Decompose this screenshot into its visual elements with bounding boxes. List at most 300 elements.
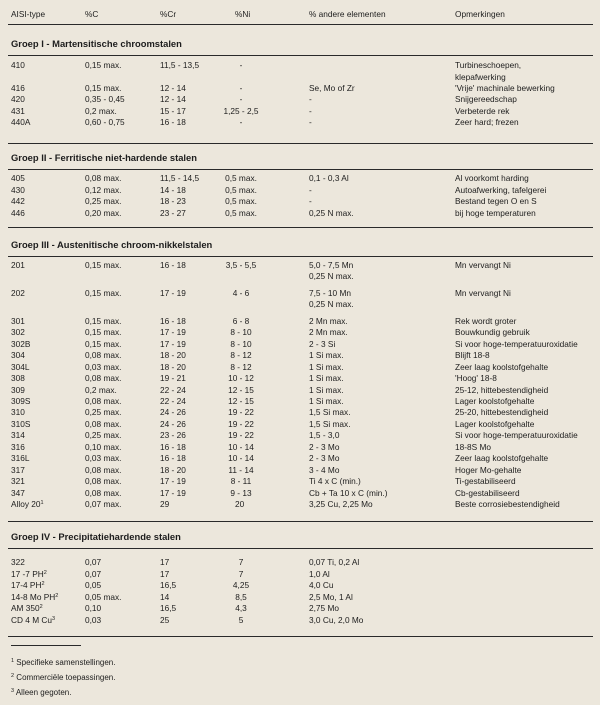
cell-remarks: Ti-gestabiliseerd bbox=[455, 476, 516, 487]
footnote-text: Specifieke samenstellingen. bbox=[16, 658, 116, 667]
cell-nickel: 8 - 12 bbox=[230, 361, 252, 372]
footnote-mark: 2 bbox=[11, 673, 15, 679]
cell-chromium: 25 bbox=[160, 615, 170, 625]
cell-chromium: 24 - 26 bbox=[160, 407, 186, 418]
header-other-elements: % andere elementen bbox=[309, 9, 386, 19]
cell-nickel: - bbox=[239, 117, 243, 128]
table-row bbox=[0, 430, 600, 441]
cell-remarks: Rek wordt groter bbox=[455, 315, 517, 326]
cell-other-elements: 2,75 Mo bbox=[309, 603, 339, 614]
cell-nickel: 19 - 22 bbox=[228, 430, 254, 441]
cell-aisi-type bbox=[11, 385, 25, 396]
cell-carbon: 0,25 max. bbox=[85, 430, 122, 441]
cell-nickel: 12 - 15 bbox=[228, 395, 254, 406]
cell-nickel: 0,5 max. bbox=[225, 173, 257, 183]
table-row bbox=[0, 580, 600, 591]
table-row bbox=[0, 592, 600, 603]
cell-carbon: 0,15 max. bbox=[85, 327, 122, 338]
cell-other-elements: - bbox=[309, 105, 312, 116]
cell-carbon: 0,08 max. bbox=[85, 464, 122, 475]
table-row bbox=[0, 476, 600, 487]
aisi-type-text: 347 bbox=[11, 487, 25, 498]
footnote-rule bbox=[11, 645, 81, 646]
header-aisi-type: AISI-type bbox=[11, 9, 46, 19]
cell-chromium: 17 - 19 bbox=[160, 287, 186, 298]
cell-chromium: 16 - 18 bbox=[160, 260, 186, 270]
table-row bbox=[0, 442, 600, 453]
cell-carbon: 0,08 max. bbox=[85, 173, 122, 183]
table-row bbox=[0, 185, 600, 196]
cell-aisi-type bbox=[11, 117, 30, 128]
cell-other-elements: 1 Si max. bbox=[309, 373, 344, 383]
table-row bbox=[0, 60, 600, 71]
cell-nickel: 10 - 14 bbox=[228, 453, 254, 464]
table-row bbox=[0, 299, 600, 310]
cell-carbon: 0,05 max. bbox=[85, 591, 122, 602]
cell-aisi-type bbox=[11, 442, 25, 453]
footnote bbox=[11, 657, 115, 668]
cell-chromium: 18 - 20 bbox=[160, 464, 186, 475]
cell-chromium: 16 - 18 bbox=[160, 441, 186, 452]
cell-nickel: 4,3 bbox=[235, 603, 247, 614]
aisi-type-text: 316 bbox=[11, 441, 25, 452]
aisi-type-text: 314 bbox=[11, 430, 25, 441]
cell-chromium: 18 - 20 bbox=[160, 361, 186, 372]
cell-aisi-type bbox=[11, 499, 44, 510]
aisi-type-text: 405 bbox=[11, 173, 25, 183]
cell-other-elements: - bbox=[309, 196, 312, 206]
cell-nickel: 7 bbox=[238, 568, 244, 579]
cell-other-elements: - bbox=[309, 117, 312, 128]
table-row bbox=[0, 465, 600, 476]
cell-nickel: 4 - 6 bbox=[232, 287, 250, 298]
cell-carbon: 0,35 - 0,45 bbox=[85, 94, 125, 105]
aisi-type-text: 202 bbox=[11, 287, 25, 298]
cell-remarks: 25-20, hittebestendigheid bbox=[455, 407, 549, 418]
aisi-type-text: 17 -7 PH bbox=[11, 568, 44, 579]
cell-chromium: 12 - 14 bbox=[160, 94, 186, 105]
cell-chromium: 29 bbox=[160, 499, 170, 509]
cell-chromium: 23 - 26 bbox=[160, 430, 186, 441]
table-row bbox=[0, 557, 600, 568]
cell-other-elements: 0,25 N max. bbox=[309, 299, 354, 310]
header-rule bbox=[8, 24, 593, 25]
cell-carbon: 0,15 max. bbox=[85, 60, 122, 70]
cell-aisi-type bbox=[11, 373, 25, 384]
aisi-type-text: 304 bbox=[11, 350, 25, 361]
cell-nickel: 19 - 22 bbox=[228, 407, 254, 418]
group-title: Groep III - Austenitische chroom-nikkelstalen bbox=[11, 239, 213, 250]
cell-remarks: Blijft 18-8 bbox=[455, 350, 490, 361]
cell-aisi-type bbox=[11, 476, 25, 487]
cell-carbon: 0,08 max. bbox=[85, 395, 122, 406]
cell-aisi-type bbox=[11, 603, 43, 614]
cell-other-elements: Ti 4 x C (min.) bbox=[309, 476, 361, 487]
cell-aisi-type bbox=[11, 592, 58, 603]
aisi-type-text: 201 bbox=[11, 260, 25, 270]
cell-other-elements: 0,07 Ti, 0,2 Al bbox=[309, 557, 360, 567]
table-row bbox=[0, 453, 600, 464]
cell-remarks: Zeer hard; frezen bbox=[455, 117, 519, 128]
cell-other-elements: 2 - 3 Mo bbox=[309, 453, 340, 464]
cell-other-elements: 0,25 N max. bbox=[309, 207, 354, 218]
cell-nickel: 0,5 max. bbox=[225, 196, 257, 206]
aisi-type-text: 302B bbox=[11, 338, 31, 349]
cell-carbon: 0,25 max. bbox=[85, 407, 122, 418]
cell-other-elements: 3 - 4 Mo bbox=[309, 464, 340, 475]
table-row bbox=[0, 72, 600, 83]
cell-remarks: bij hoge temperaturen bbox=[455, 207, 536, 218]
cell-nickel: 3,5 - 5,5 bbox=[225, 260, 257, 270]
cell-other-elements: 7,5 - 10 Mn bbox=[309, 287, 351, 298]
group-rule bbox=[8, 548, 593, 549]
cell-aisi-type bbox=[11, 465, 25, 476]
cell-nickel: 10 - 12 bbox=[228, 373, 254, 383]
aisi-type-text: 442 bbox=[11, 196, 25, 206]
cell-chromium: 16 - 18 bbox=[160, 453, 186, 464]
cell-nickel: 5 bbox=[238, 615, 244, 625]
header-remarks: Opmerkingen bbox=[455, 9, 505, 19]
cell-aisi-type bbox=[11, 580, 45, 591]
cell-chromium: 17 - 19 bbox=[160, 487, 186, 498]
cell-carbon: 0,03 bbox=[85, 615, 102, 625]
cell-remarks: 18-8S Mo bbox=[455, 441, 491, 452]
footnote-mark: 3 bbox=[11, 688, 15, 694]
cell-chromium: 15 - 17 bbox=[160, 105, 186, 116]
cell-aisi-type bbox=[11, 94, 25, 105]
table-row bbox=[0, 260, 600, 271]
cell-aisi-type bbox=[11, 208, 25, 219]
cell-chromium: 16 - 18 bbox=[160, 117, 186, 128]
cell-aisi-type bbox=[11, 350, 25, 361]
table-row bbox=[0, 83, 600, 94]
group-end-rule bbox=[8, 143, 593, 144]
footnote-mark: 2 bbox=[55, 592, 59, 599]
aisi-type-text: 420 bbox=[11, 94, 25, 105]
cell-carbon: 0,07 max. bbox=[85, 499, 122, 509]
table-row bbox=[0, 499, 600, 510]
cell-aisi-type bbox=[11, 615, 55, 626]
cell-carbon: 0,08 max. bbox=[85, 476, 122, 487]
cell-carbon: 0,25 max. bbox=[85, 196, 122, 206]
cell-carbon: 0,15 max. bbox=[85, 338, 122, 349]
cell-other-elements: Se, Mo of Zr bbox=[309, 82, 355, 93]
cell-other-elements: - bbox=[309, 184, 312, 195]
cell-nickel: 19 - 22 bbox=[228, 418, 254, 429]
cell-nickel: 9 - 13 bbox=[230, 487, 252, 498]
cell-carbon: 0,05 bbox=[85, 580, 102, 591]
group-end-rule bbox=[8, 636, 593, 637]
aisi-type-text: 317 bbox=[11, 464, 25, 475]
cell-nickel: 0,5 max. bbox=[225, 207, 257, 218]
cell-other-elements: 2 Mn max. bbox=[309, 327, 348, 338]
cell-nickel: 8 - 10 bbox=[230, 327, 252, 338]
footnote-text: Alleen gegoten. bbox=[15, 688, 72, 697]
cell-carbon: 0,20 max. bbox=[85, 207, 122, 218]
cell-aisi-type bbox=[11, 362, 29, 373]
footnote-mark: 1 bbox=[40, 500, 44, 506]
cell-other-elements: - bbox=[309, 94, 312, 105]
group-title: Groep I - Martensitische chroomstalen bbox=[11, 38, 182, 49]
cell-other-elements: 1 Si max. bbox=[309, 395, 344, 406]
cell-chromium: 16,5 bbox=[160, 580, 177, 591]
cell-remarks: Turbineschoepen, bbox=[455, 60, 522, 70]
cell-nickel: 11 - 14 bbox=[228, 464, 254, 475]
cell-remarks: Beste corrosiebestendigheid bbox=[455, 499, 560, 509]
cell-remarks: Snijgereedschap bbox=[455, 94, 517, 105]
footnote-mark: 2 bbox=[41, 581, 45, 588]
cell-chromium: 24 - 26 bbox=[160, 418, 186, 429]
cell-chromium: 22 - 24 bbox=[160, 395, 186, 406]
cell-other-elements: 1,5 - 3,0 bbox=[309, 430, 340, 441]
aisi-type-text: AM 350 bbox=[11, 603, 40, 614]
cell-other-elements: 1 Si max. bbox=[309, 361, 344, 372]
cell-chromium: 19 - 21 bbox=[160, 373, 186, 383]
table-row bbox=[0, 569, 600, 580]
cell-nickel: 12 - 15 bbox=[228, 384, 254, 395]
cell-carbon: 0,08 max. bbox=[85, 350, 122, 361]
cell-other-elements: 2 - 3 Mo bbox=[309, 441, 340, 452]
cell-other-elements: 3,25 Cu, 2,25 Mo bbox=[309, 499, 373, 509]
table-row bbox=[0, 615, 600, 626]
cell-aisi-type bbox=[11, 339, 30, 350]
table-row bbox=[0, 419, 600, 430]
aisi-type-text: 316L bbox=[11, 453, 30, 464]
cell-carbon: 0,2 max. bbox=[85, 105, 117, 116]
cell-other-elements: 1 Si max. bbox=[309, 350, 344, 361]
cell-remarks: Al voorkomt harding bbox=[455, 173, 529, 183]
cell-carbon: 0,15 max. bbox=[85, 82, 122, 93]
cell-chromium: 11,5 - 14,5 bbox=[160, 173, 200, 183]
aisi-type-text: 431 bbox=[11, 105, 25, 116]
cell-chromium: 11,5 - 13,5 bbox=[160, 60, 200, 70]
aisi-type-text: 440A bbox=[11, 117, 31, 128]
cell-remarks: Verbeterde rek bbox=[455, 105, 510, 116]
cell-chromium: 14 - 18 bbox=[160, 184, 186, 195]
aisi-type-text: 302 bbox=[11, 327, 25, 338]
cell-remarks: Si voor hoge-temperatuuroxidatie bbox=[455, 430, 578, 441]
cell-aisi-type bbox=[11, 327, 25, 338]
table-row bbox=[0, 327, 600, 338]
cell-carbon: 0,07 bbox=[85, 557, 102, 567]
table-row bbox=[0, 362, 600, 373]
cell-carbon: 0,12 max. bbox=[85, 184, 122, 195]
cell-nickel: 8 - 11 bbox=[230, 476, 252, 487]
table-row bbox=[0, 603, 600, 614]
aisi-type-text: 310 bbox=[11, 407, 25, 418]
aisi-type-text: 416 bbox=[11, 82, 25, 93]
cell-chromium: 18 - 20 bbox=[160, 350, 186, 361]
aisi-type-text: 304L bbox=[11, 361, 30, 372]
table-row bbox=[0, 117, 600, 128]
cell-chromium: 16 - 18 bbox=[160, 315, 186, 326]
cell-aisi-type bbox=[11, 453, 29, 464]
table-row bbox=[0, 396, 600, 407]
aisi-type-text: CD 4 M Cu bbox=[11, 615, 53, 625]
cell-aisi-type bbox=[11, 83, 25, 94]
cell-other-elements: 4,0 Cu bbox=[309, 580, 334, 591]
aisi-type-text: 309S bbox=[11, 395, 31, 406]
cell-nickel: 8 - 10 bbox=[230, 338, 252, 349]
cell-nickel: - bbox=[239, 82, 243, 93]
cell-remarks: Mn vervangt Ni bbox=[455, 260, 511, 270]
group-rule bbox=[8, 256, 593, 257]
footnote-mark: 2 bbox=[39, 604, 43, 611]
cell-chromium: 14 bbox=[160, 591, 170, 602]
cell-carbon: 0,03 max. bbox=[85, 361, 122, 372]
header-carbon: %C bbox=[85, 9, 99, 19]
table-row bbox=[0, 288, 600, 299]
cell-aisi-type bbox=[11, 185, 25, 196]
cell-remarks: 'Vrije' machinale bewerking bbox=[455, 82, 555, 93]
group-end-rule bbox=[8, 227, 593, 228]
cell-aisi-type bbox=[11, 419, 30, 430]
cell-chromium: 12 - 14 bbox=[160, 82, 186, 93]
cell-aisi-type bbox=[11, 106, 25, 117]
aisi-type-text: 309 bbox=[11, 384, 25, 395]
table-row bbox=[0, 173, 600, 184]
cell-carbon: 0,08 max. bbox=[85, 487, 122, 498]
cell-remarks: Zeer laag koolstofgehalte bbox=[455, 361, 549, 372]
header-chromium: %Cr bbox=[160, 9, 177, 19]
cell-other-elements: 1,5 Si max. bbox=[309, 407, 351, 418]
cell-aisi-type bbox=[11, 288, 25, 299]
cell-chromium: 17 - 19 bbox=[160, 338, 186, 349]
aisi-type-text: 308 bbox=[11, 373, 25, 383]
cell-remarks: Lager koolstofgehalte bbox=[455, 418, 535, 429]
cell-carbon: 0,60 - 0,75 bbox=[85, 117, 125, 128]
cell-chromium: 16,5 bbox=[160, 603, 177, 614]
cell-other-elements: 2,5 Mo, 1 Al bbox=[309, 591, 353, 602]
cell-nickel: 10 - 14 bbox=[228, 441, 254, 452]
header-nickel: %Ni bbox=[235, 9, 251, 19]
cell-other-elements: 5,0 - 7,5 Mn bbox=[309, 260, 354, 270]
aisi-type-text: 17-4 PH bbox=[11, 580, 42, 591]
table-row bbox=[0, 316, 600, 327]
aisi-type-text: 301 bbox=[11, 315, 25, 326]
cell-carbon: 0,15 max. bbox=[85, 287, 122, 298]
cell-nickel: 4,25 bbox=[232, 580, 250, 591]
cell-nickel: 1,25 - 2,5 bbox=[223, 105, 259, 116]
cell-remarks: Zeer laag koolstofgehalte bbox=[455, 453, 549, 464]
aisi-type-text: Alloy 20 bbox=[11, 499, 41, 509]
cell-nickel: 8,5 bbox=[235, 591, 247, 602]
table-row bbox=[0, 208, 600, 219]
cell-remarks: 25-12, hittebestendigheid bbox=[455, 384, 549, 395]
cell-aisi-type bbox=[11, 430, 25, 441]
cell-nickel: 20 bbox=[235, 499, 245, 509]
cell-carbon: 0,10 bbox=[85, 603, 102, 614]
cell-remarks: Bestand tegen O en S bbox=[455, 196, 537, 206]
cell-remarks: Lager koolstofgehalte bbox=[455, 395, 535, 406]
group-title: Groep IV - Precipitatiehardende stalen bbox=[11, 531, 181, 542]
cell-other-elements: 3,0 Cu, 2,0 Mo bbox=[309, 615, 364, 625]
aisi-type-text: 14-8 Mo PH bbox=[11, 591, 56, 602]
cell-aisi-type bbox=[11, 196, 25, 207]
cell-other-elements: 0,1 - 0,3 Al bbox=[309, 173, 349, 183]
cell-aisi-type bbox=[11, 557, 25, 568]
cell-remarks: 'Hoog' 18-8 bbox=[455, 373, 497, 383]
aisi-type-text: 322 bbox=[11, 557, 25, 567]
cell-remarks: Autoafwerking, tafelgerei bbox=[455, 184, 547, 195]
table-header bbox=[0, 9, 600, 20]
cell-remarks: Si voor hoge-temperatuuroxidatie bbox=[455, 338, 578, 349]
group-rule bbox=[8, 55, 593, 56]
cell-chromium: 17 bbox=[160, 568, 170, 579]
cell-remarks: klepafwerking bbox=[455, 71, 506, 82]
cell-other-elements: 1,0 Al bbox=[309, 568, 330, 579]
aisi-type-text: 321 bbox=[11, 476, 25, 487]
cell-aisi-type bbox=[11, 396, 30, 407]
table-row bbox=[0, 350, 600, 361]
cell-nickel: - bbox=[239, 60, 243, 70]
table-row bbox=[0, 488, 600, 499]
aisi-type-text: 410 bbox=[11, 60, 25, 70]
cell-carbon: 0,08 max. bbox=[85, 418, 122, 429]
cell-other-elements: 1,5 Si max. bbox=[309, 418, 351, 429]
table-row bbox=[0, 196, 600, 207]
cell-remarks: Cb-gestabiliseerd bbox=[455, 487, 520, 498]
cell-nickel: 0,5 max. bbox=[225, 184, 257, 195]
group-end-rule bbox=[8, 521, 593, 522]
aisi-type-text: 310S bbox=[11, 418, 31, 429]
cell-other-elements: 0,25 N max. bbox=[309, 271, 354, 282]
table-row bbox=[0, 94, 600, 105]
cell-aisi-type bbox=[11, 407, 25, 418]
cell-nickel: - bbox=[239, 94, 243, 105]
footnote-text: Commerciële toepassingen. bbox=[16, 673, 116, 682]
cell-chromium: 17 - 19 bbox=[160, 327, 186, 338]
cell-other-elements: Cb + Ta 10 x C (min.) bbox=[309, 487, 388, 498]
cell-chromium: 22 - 24 bbox=[160, 384, 186, 395]
cell-chromium: 17 bbox=[160, 557, 170, 567]
table-row bbox=[0, 271, 600, 282]
aisi-type-text: 430 bbox=[11, 184, 25, 195]
footnote bbox=[11, 687, 71, 698]
cell-carbon: 0,15 max. bbox=[85, 315, 122, 326]
footnote-mark: 2 bbox=[43, 569, 47, 576]
cell-carbon: 0,03 max. bbox=[85, 453, 122, 464]
cell-aisi-type bbox=[11, 260, 25, 271]
cell-aisi-type bbox=[11, 316, 25, 327]
cell-other-elements: 2 - 3 Si bbox=[309, 338, 336, 349]
table-row bbox=[0, 339, 600, 350]
cell-carbon: 0,07 bbox=[85, 568, 102, 579]
cell-remarks: Mn vervangt Ni bbox=[455, 287, 511, 298]
footnote-mark: 1 bbox=[11, 658, 15, 664]
footnote bbox=[11, 672, 115, 683]
table-row bbox=[0, 385, 600, 396]
cell-carbon: 0,2 max. bbox=[85, 384, 117, 395]
table-row bbox=[0, 407, 600, 418]
cell-chromium: 17 - 19 bbox=[160, 476, 186, 487]
group-title: Groep II - Ferritische niet-hardende stalen bbox=[11, 152, 197, 163]
cell-aisi-type bbox=[11, 173, 25, 184]
cell-chromium: 18 - 23 bbox=[160, 196, 186, 206]
cell-remarks: Hoger Mo-gehalte bbox=[455, 464, 522, 475]
cell-nickel: 6 - 8 bbox=[232, 315, 250, 326]
cell-nickel: 8 - 12 bbox=[230, 350, 252, 361]
cell-carbon: 0,10 max. bbox=[85, 441, 122, 452]
group-rule bbox=[8, 169, 593, 170]
cell-nickel: 7 bbox=[238, 557, 244, 567]
footnote-mark: 3 bbox=[52, 616, 56, 622]
cell-other-elements: 2 Mn max. bbox=[309, 315, 348, 326]
table-row bbox=[0, 373, 600, 384]
cell-aisi-type bbox=[11, 569, 47, 580]
cell-carbon: 0,15 max. bbox=[85, 260, 122, 270]
aisi-type-text: 446 bbox=[11, 207, 25, 218]
